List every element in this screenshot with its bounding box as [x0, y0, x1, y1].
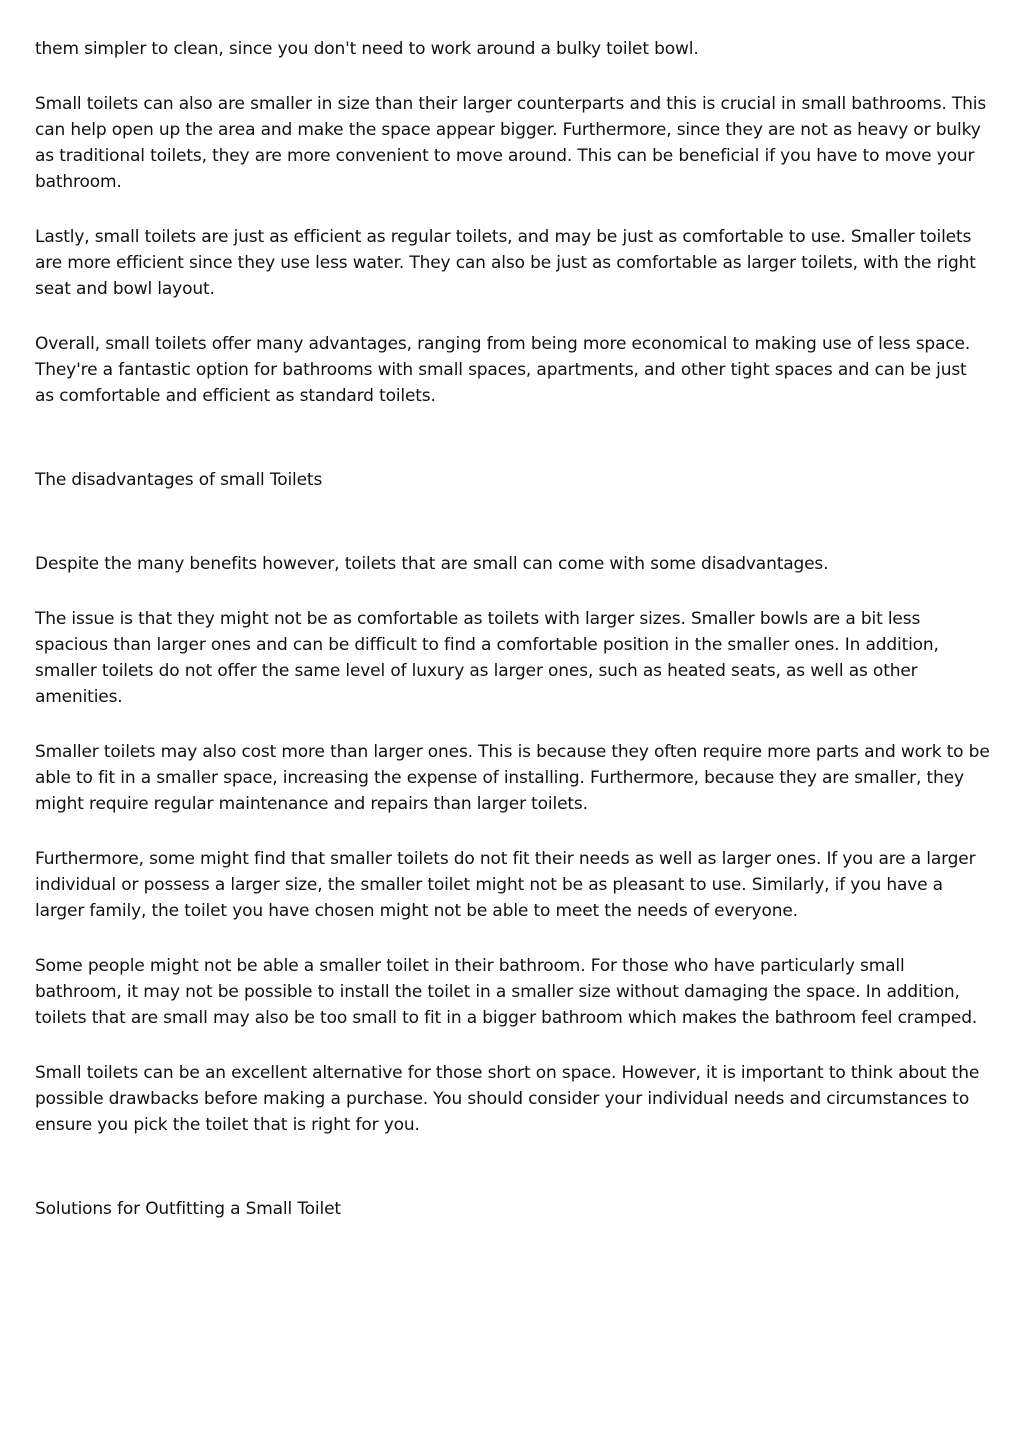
- paragraph: Smaller toilets may also cost more than larger ones. This is because they often require more parts and work to be able to fit in a smaller space, increasing the expense of installing. Furthermore, because they are smaller, they might require regular maintenance and repairs than larger toilets.: [35, 742, 990, 814]
- document-page: [35, 36, 990, 1222]
- paragraph: Some people might not be able a smaller toilet in their bathroom. For those who have particularly small bathroom, it may not be possible to install the toilet in a smaller size without damaging the space. In addition, toilets that are small may also be too small to fit in a bigger bathroom which makes the bathroom feel cramped.: [35, 956, 978, 1028]
- paragraph: Small toilets can also are smaller in size than their larger counterparts and this is crucial in small bathrooms. This can help open up the area and make the space appear bigger. Furthermore, since they are not as heavy or bulky as traditional toilets, they are more convenient to move around. This can be beneficial if you have to move your bathroom.: [35, 94, 987, 192]
- paragraph: Despite the many benefits however, toilets that are small can come with some disadvantages.: [35, 554, 829, 574]
- paragraph: Small toilets can be an excellent alternative for those short on space. However, it is important to think about the possible drawbacks before making a purchase. You should consider your individual needs and circumstances to ensure you pick the toilet that is right for you.: [35, 1063, 980, 1135]
- paragraph: Overall, small toilets offer many advantages, ranging from being more economical to making use of less space. They're a fantastic option for bathrooms with small spaces, apartments, and other tight spaces and can be just as comfortable and efficient as standard toilets.: [35, 334, 971, 406]
- section-heading: Solutions for Outfitting a Small Toilet: [35, 1199, 341, 1219]
- paragraph: Furthermore, some might find that smaller toilets do not fit their needs as well as larger ones. If you are a larger individual or possess a larger size, the smaller toilet might not be as pleasant to use. Similarly, if you have a larger family, the toilet you have chosen might not be able to meet the needs of everyone.: [35, 849, 976, 921]
- paragraph: The issue is that they might not be as comfortable as toilets with larger sizes. Smaller bowls are a bit less spacious than larger ones and can be difficult to find a comfortable position in the smaller ones. In addition, smaller toilets do not offer the same level of luxury as larger ones, such as heated seats, as well as other amenities.: [35, 609, 939, 707]
- section-heading: The disadvantages of small Toilets: [35, 470, 323, 490]
- paragraph: them simpler to clean, since you don't need to work around a bulky toilet bowl.: [35, 39, 699, 59]
- paragraph: Lastly, small toilets are just as efficient as regular toilets, and may be just as comfortable to use. Smaller toilets are more efficient since they use less water. They can also be just as comfortable as larger toilets, with the right seat and bowl layout.: [35, 227, 976, 299]
